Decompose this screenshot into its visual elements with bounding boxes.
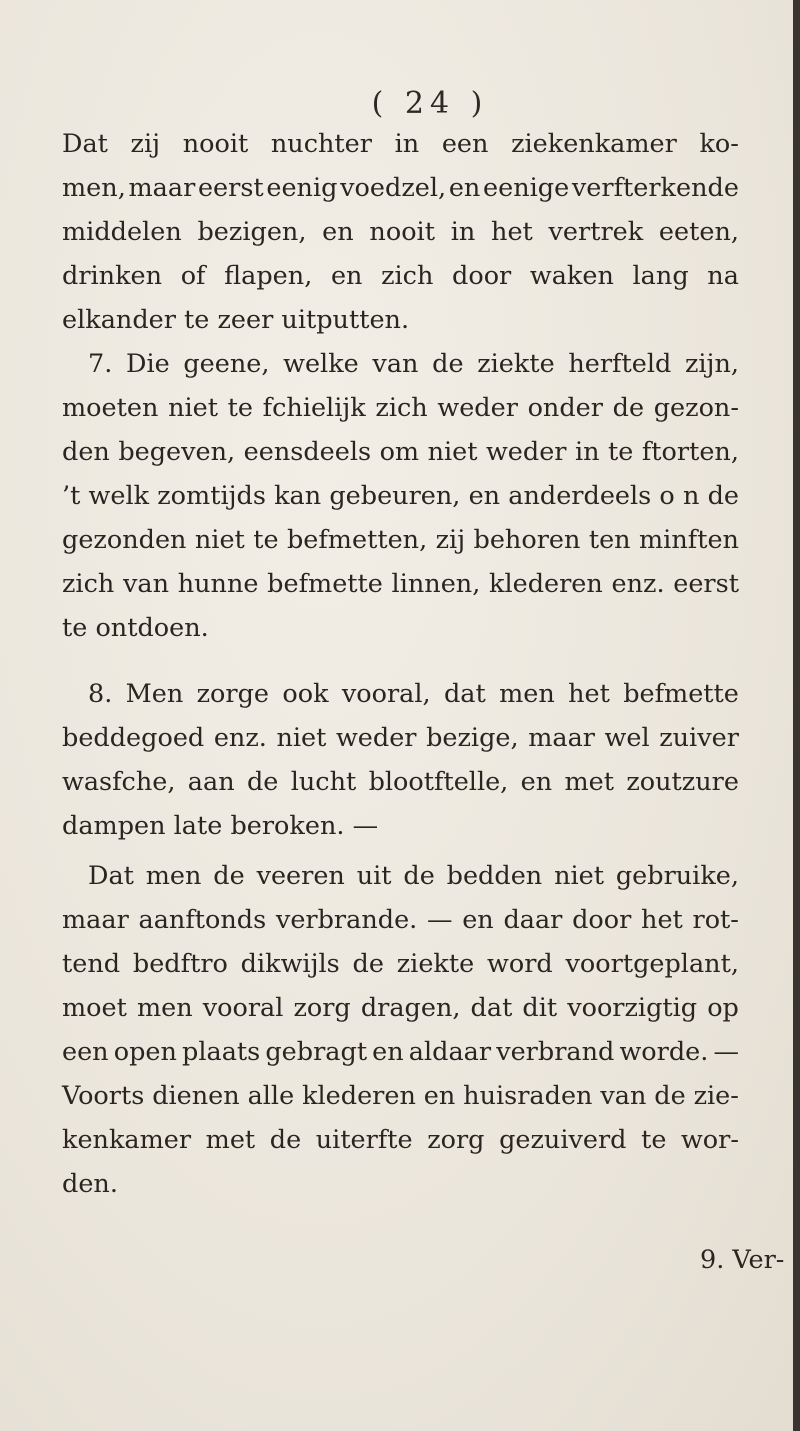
word: dit	[522, 993, 558, 1023]
word: ’t	[62, 481, 81, 511]
word: het	[491, 217, 533, 247]
word: weder	[485, 437, 567, 467]
text-line	[62, 254, 739, 298]
word: bezige,	[426, 723, 519, 753]
word: daar	[503, 905, 563, 935]
word: dragen,	[360, 993, 461, 1023]
word: te	[608, 437, 634, 467]
word: hunne	[177, 569, 259, 599]
word: waken	[529, 261, 614, 291]
word: voorzigtig	[567, 993, 698, 1023]
word: moeten	[62, 393, 159, 423]
word: te	[641, 1125, 667, 1155]
text-line	[62, 562, 739, 606]
word: ko-	[699, 129, 739, 159]
text-line	[88, 854, 739, 898]
word: worde.	[619, 1037, 709, 1067]
text-line	[88, 672, 739, 716]
text-line	[62, 898, 739, 942]
text-line: den.	[62, 1169, 118, 1199]
word: door	[572, 905, 632, 935]
word: te	[227, 393, 253, 423]
word: eenig	[266, 173, 338, 203]
word: fchielijk	[262, 393, 366, 423]
word: wor-	[680, 1125, 739, 1155]
word: ftorten,	[641, 437, 739, 467]
word: klederen	[302, 1081, 416, 1111]
word: niet	[554, 861, 604, 891]
text-line	[88, 342, 739, 386]
word: vooral	[202, 993, 284, 1023]
word: bezigen,	[197, 217, 307, 247]
word: Dat	[88, 861, 134, 891]
word: tend	[62, 949, 121, 979]
word: den	[62, 437, 110, 467]
word: minften	[639, 525, 739, 555]
word: linnen,	[391, 569, 481, 599]
word: ten	[588, 525, 631, 555]
word: eerst	[197, 173, 264, 203]
word: de	[352, 949, 384, 979]
word: te	[253, 525, 279, 555]
word: 7.	[88, 349, 113, 379]
word: wel	[604, 723, 650, 753]
word: huisraden	[463, 1081, 593, 1111]
word: niet	[168, 393, 218, 423]
text-line	[62, 1030, 739, 1074]
word: voedzel,	[340, 173, 447, 203]
word: o	[659, 481, 675, 511]
word: lucht	[290, 767, 357, 797]
word: maar	[62, 905, 129, 935]
word: zomtijds	[157, 481, 266, 511]
word: en	[322, 217, 354, 247]
word: aanftonds	[138, 905, 267, 935]
word: kenkamer	[62, 1125, 192, 1155]
word: de	[707, 481, 739, 511]
word: met	[205, 1125, 256, 1155]
word: moet	[62, 993, 127, 1023]
text-line	[62, 386, 739, 430]
word: gebruike,	[615, 861, 739, 891]
word: niet	[427, 437, 478, 467]
word: flapen,	[224, 261, 313, 291]
word: zij	[130, 129, 161, 159]
text-line	[62, 474, 739, 518]
word: uiterfte	[315, 1125, 413, 1155]
word: verbrand	[496, 1037, 615, 1067]
text-line	[62, 1074, 739, 1118]
text-line	[62, 760, 739, 804]
word: door	[452, 261, 512, 291]
word: gezuiverd	[499, 1125, 627, 1155]
word: in	[450, 217, 476, 247]
word: befmette	[267, 569, 383, 599]
word: men	[499, 679, 555, 709]
word: aldaar	[408, 1037, 492, 1067]
text-line: dampen late beroken. —	[62, 811, 379, 841]
text-line	[62, 518, 739, 562]
word: geene,	[183, 349, 270, 379]
word: gezon-	[653, 393, 739, 423]
word: Die	[126, 349, 170, 379]
catchword: 9. Ver-	[700, 1245, 785, 1275]
word: en	[423, 1081, 456, 1111]
word: een	[62, 1037, 109, 1067]
text-line	[62, 716, 739, 760]
word: anderdeels	[508, 481, 652, 511]
word: eenige	[483, 173, 570, 203]
word: zorge	[196, 679, 270, 709]
word: zich	[62, 569, 115, 599]
word: aan	[187, 767, 235, 797]
text-line	[62, 166, 739, 210]
text-line	[62, 942, 739, 986]
word: een	[441, 129, 489, 159]
word: kan	[274, 481, 322, 511]
word: zuiver	[659, 723, 739, 753]
word: ook	[282, 679, 329, 709]
word: om	[379, 437, 420, 467]
text-line: te ontdoen.	[62, 613, 209, 643]
word: het	[641, 905, 683, 935]
word: dat	[443, 679, 486, 709]
word: gebragt	[265, 1037, 368, 1067]
word: onder	[527, 393, 603, 423]
word: klederen	[489, 569, 603, 599]
word: alle	[247, 1081, 295, 1111]
word: 8.	[88, 679, 113, 709]
word: de	[213, 861, 245, 891]
word: men,	[62, 173, 126, 203]
word: beddegoed	[62, 723, 205, 753]
word: of	[180, 261, 206, 291]
word: van	[600, 1081, 647, 1111]
word: behoren	[473, 525, 581, 555]
word: van	[372, 349, 419, 379]
word: middelen	[62, 217, 182, 247]
word: Men	[125, 679, 184, 709]
word: Dat	[62, 129, 108, 159]
word: van	[122, 569, 170, 599]
word: weder	[437, 393, 518, 423]
word: zich	[381, 261, 434, 291]
word: dienen	[152, 1081, 240, 1111]
word: maar	[128, 173, 196, 203]
word: gebeuren,	[329, 481, 461, 511]
text-line: elkander te zeer uitputten.	[62, 305, 410, 335]
word: men	[136, 993, 193, 1023]
word: enz.	[213, 723, 267, 753]
word: zij	[435, 525, 466, 555]
page-edge	[793, 0, 800, 1431]
word: vooral,	[341, 679, 431, 709]
word: en	[372, 1037, 404, 1067]
word: —	[427, 905, 453, 935]
word: eensdeels	[243, 437, 372, 467]
word: veeren	[256, 861, 345, 891]
text-line	[62, 1118, 739, 1162]
word: ziekenkamer	[511, 129, 677, 159]
word: zich	[375, 393, 428, 423]
word: befmetten,	[286, 525, 428, 555]
word: de	[432, 349, 464, 379]
word: word	[487, 949, 553, 979]
word: men	[145, 861, 202, 891]
word: bedden	[446, 861, 543, 891]
word: in	[574, 437, 600, 467]
word: plaats	[182, 1037, 261, 1067]
word: zorg	[293, 993, 351, 1023]
text-line	[62, 430, 739, 474]
word: enz.	[611, 569, 665, 599]
word: op	[707, 993, 739, 1023]
word: en	[330, 261, 363, 291]
word: dat	[470, 993, 513, 1023]
word: en	[520, 767, 553, 797]
word: zorg	[427, 1125, 485, 1155]
page-number: ( 24 )	[371, 86, 489, 121]
word: weder	[335, 723, 417, 753]
word: wasfche,	[62, 767, 176, 797]
word: welk	[88, 481, 150, 511]
word: Voorts	[62, 1081, 145, 1111]
word: open	[113, 1037, 177, 1067]
word: de	[612, 393, 645, 423]
word: nooit	[369, 217, 435, 247]
word: voortgeplant,	[565, 949, 739, 979]
word: n	[682, 481, 700, 511]
text-line	[62, 122, 739, 166]
word: de	[246, 767, 279, 797]
word: uit	[356, 861, 392, 891]
word: verfterkende	[571, 173, 739, 203]
word: en	[462, 905, 494, 935]
word: ziekte	[477, 349, 555, 379]
word: ziekte	[396, 949, 475, 979]
word: zie-	[693, 1081, 739, 1111]
word: verbrande.	[275, 905, 418, 935]
word: de	[654, 1081, 686, 1111]
word: blootftelle,	[368, 767, 509, 797]
word: bedftro	[132, 949, 228, 979]
word: lang	[632, 261, 689, 291]
text-line	[62, 210, 739, 254]
word: het	[568, 679, 610, 709]
word: begeven,	[118, 437, 236, 467]
word: drinken	[62, 261, 163, 291]
word: na	[707, 261, 739, 291]
word: niet	[276, 723, 327, 753]
word: de	[403, 861, 435, 891]
word: en	[468, 481, 501, 511]
word: dikwijls	[240, 949, 340, 979]
word: nuchter	[270, 129, 372, 159]
word: welke	[283, 349, 359, 379]
word: herfteld	[568, 349, 672, 379]
word: eeten,	[658, 217, 739, 247]
text-line	[62, 986, 739, 1030]
word: gezonden	[62, 525, 187, 555]
word: vertrek	[548, 217, 644, 247]
word: befmette	[623, 679, 739, 709]
word: in	[394, 129, 420, 159]
word: maar	[528, 723, 595, 753]
word: de	[269, 1125, 302, 1155]
word: —	[713, 1037, 739, 1067]
word: eerst	[673, 569, 739, 599]
word: rot-	[692, 905, 739, 935]
word: zijn,	[684, 349, 739, 379]
word: met	[564, 767, 614, 797]
word: nooit	[182, 129, 249, 159]
word: en	[448, 173, 481, 203]
word: niet	[194, 525, 245, 555]
word: zoutzure	[626, 767, 739, 797]
